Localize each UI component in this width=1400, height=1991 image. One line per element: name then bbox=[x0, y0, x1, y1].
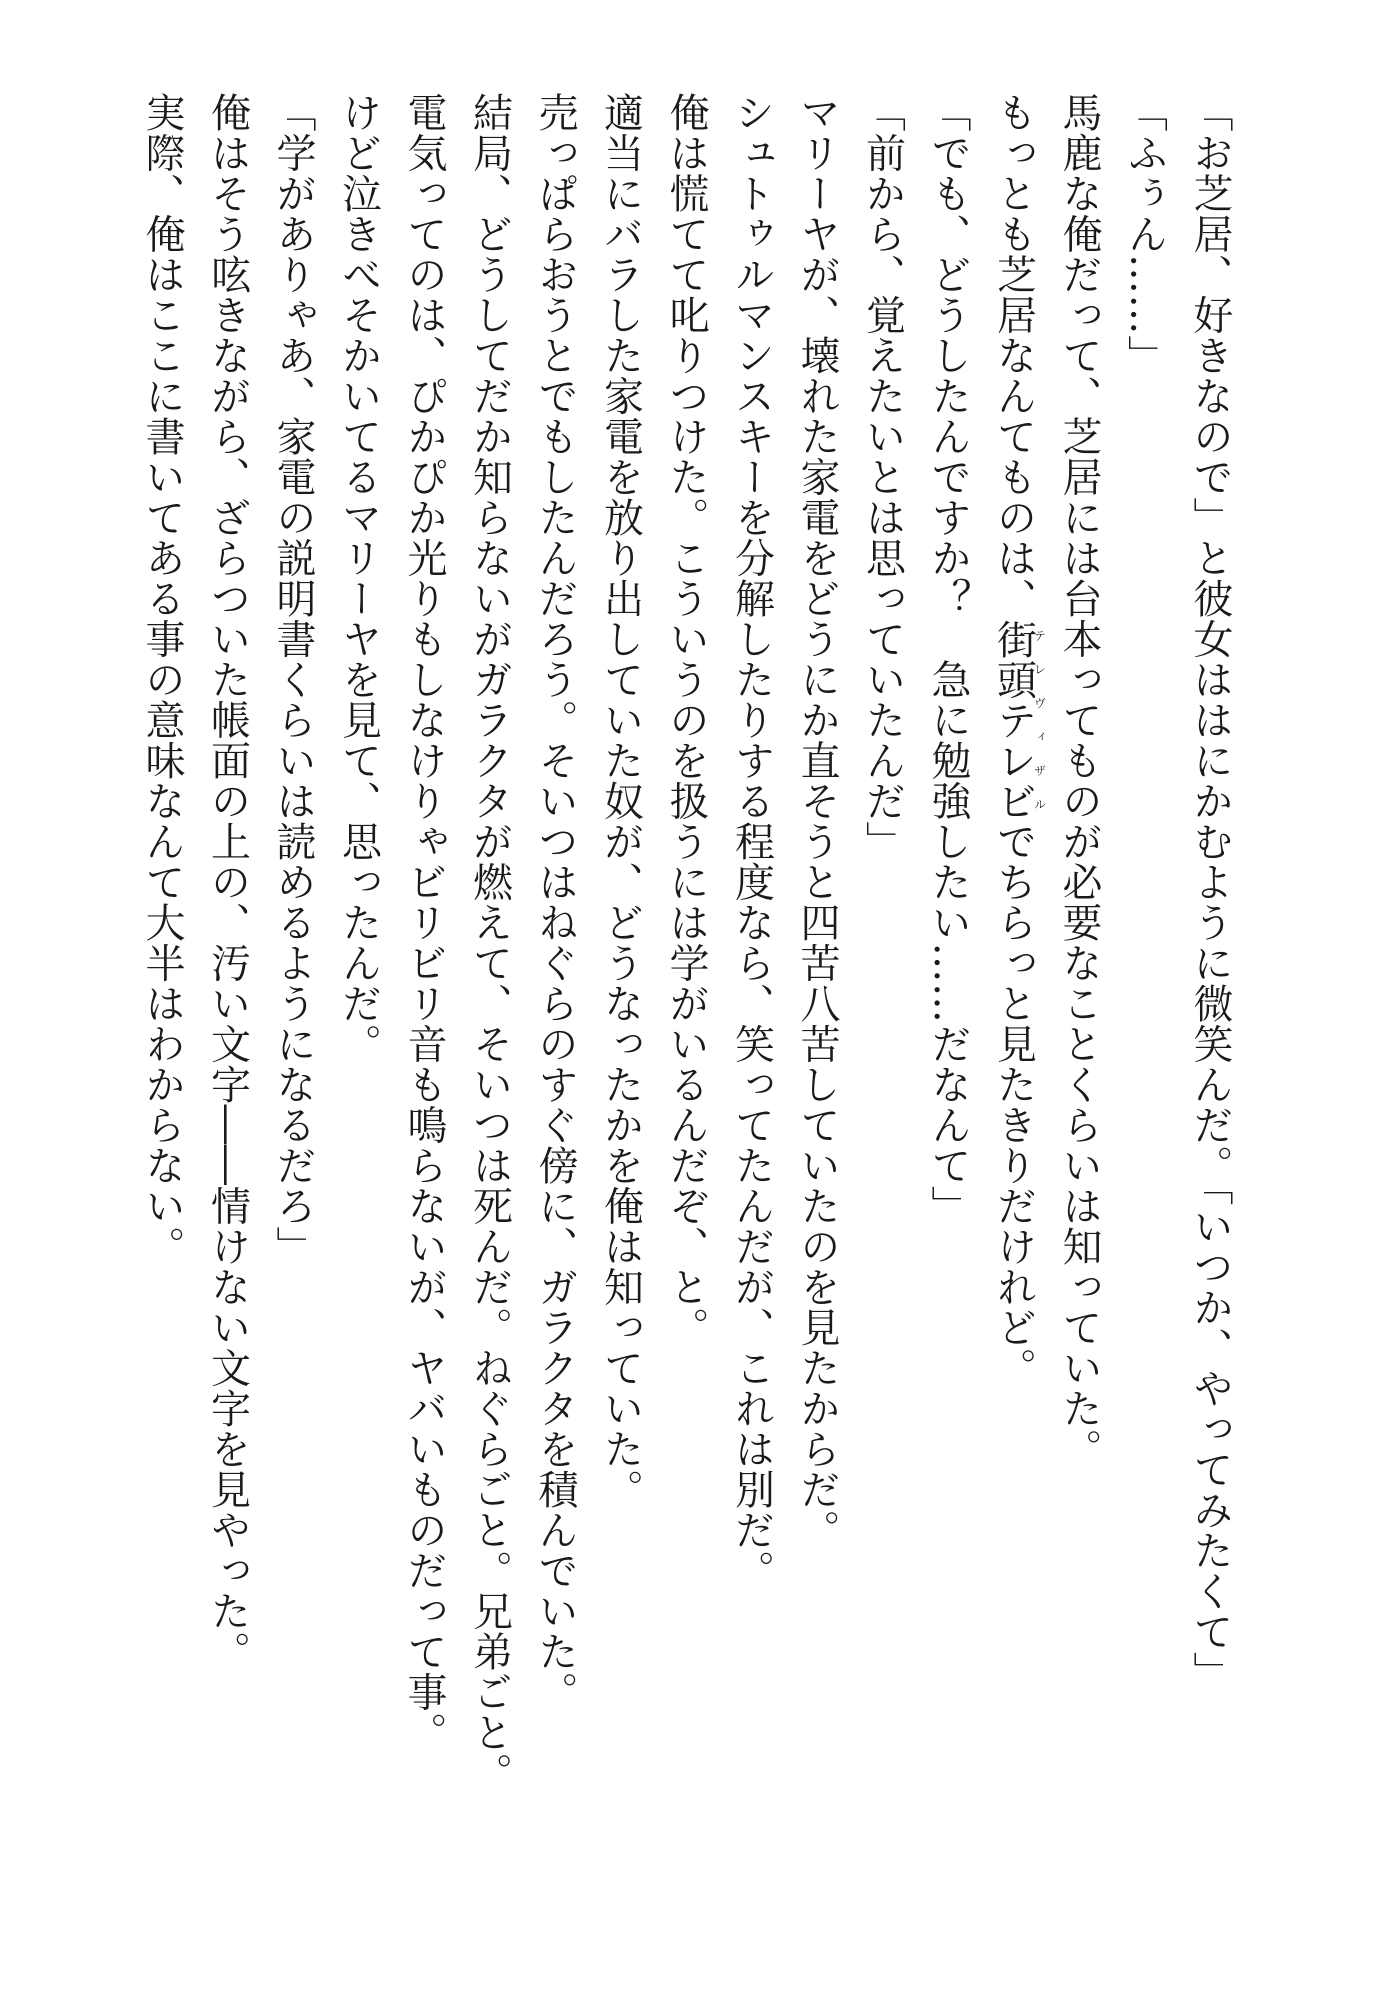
text-line: 「お芝居、好きなので」と彼女ははにかむように微笑んだ。「いつか、やってみたくて」 bbox=[1187, 92, 1233, 1692]
vertical-text-block bbox=[129, 92, 1243, 1912]
ruby-base: 街頭テレビ bbox=[990, 618, 1037, 821]
text-line-with-ruby bbox=[980, 92, 1046, 1912]
text-line: 適当にバラした家電を放り出していた奴が、どうなったかを俺は知っていた。 bbox=[597, 92, 644, 1510]
text-segment: もっとも芝居なんてものは、 bbox=[990, 92, 1037, 619]
text-line: 電気ってのは、ぴかぴか光りもしなけりゃビリビリ音も鳴らないが、ヤバいものだって事。 bbox=[401, 92, 447, 1753]
text-segment: でちらっと見たきりだけれど。 bbox=[990, 821, 1037, 1388]
text-line: 馬鹿な俺だって、芝居には台本ってものが必要なことくらいは知っていた。 bbox=[1056, 92, 1102, 1469]
text-line: 売っぱらおうとでもしたんだろう。そいつはねぐらのすぐ傍に、ガラクタを積んでいた。 bbox=[532, 92, 578, 1712]
text-line: 結局、どうしてだか知らないがガラクタが燃えて、そいつは死んだ。ねぐらごと。兄弟ごと。 bbox=[466, 92, 513, 1793]
text-line: 実際、俺はここに書いてある事の意味なんて大半はわからない。 bbox=[139, 92, 185, 1267]
text-line: 「学がありゃあ、家電の説明書くらいは読めるようになるだろ」 bbox=[270, 92, 316, 1267]
ruby-annotation bbox=[990, 618, 1047, 822]
text-line: けど泣きべそかいてるマリーヤを見て、思ったんだ。 bbox=[335, 92, 382, 1064]
text-line: 「でも、どうしたんですか？ 急に勉強したい……だなんて」 bbox=[925, 92, 971, 1226]
text-line: シュトゥルマンスキーを分解したりする程度なら、笑ってたんだが、これは別だ。 bbox=[728, 92, 775, 1591]
ruby-reading: テレヴィザル bbox=[1032, 618, 1047, 821]
text-line: 「前から、覚えたいとは思っていたんだ」 bbox=[859, 92, 906, 862]
text-line: マリーヤが、壊れた家電をどうにか直そうと四苦八苦していたのを見たからだ。 bbox=[794, 92, 840, 1550]
text-line: 俺はそう呟きながら、ざらついた帳面の上の、汚い文字――情けない文字を見やった。 bbox=[204, 92, 251, 1672]
text-line: 俺は慌てて叱りつけた。こういうのを扱うには学がいるんだぞ、と。 bbox=[663, 92, 709, 1348]
text-line: 「ふぅん……」 bbox=[1121, 92, 1168, 376]
